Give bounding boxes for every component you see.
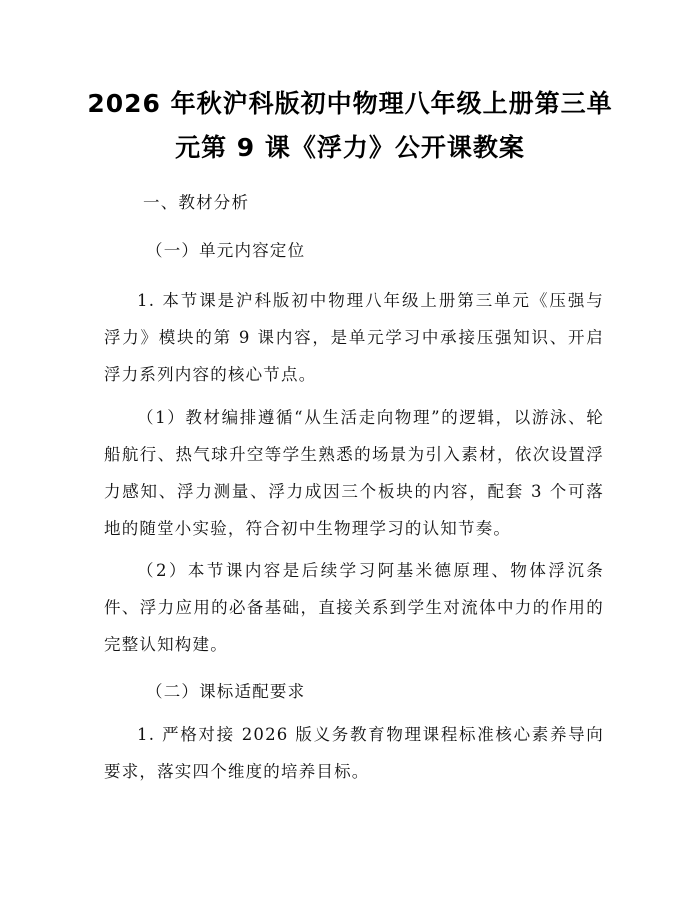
document-title-line-2: 元第 9 课《浮力》公开课教案: [175, 133, 525, 162]
section-heading-textbook-analysis: 一、教材分析: [143, 193, 250, 212]
paragraph-lesson-position: 1. 本节课是沪科版初中物理八年级上册第三单元《压强与浮力》模块的第 9 课内容，是单元学习中承接压强知识、开启浮力系列内容的核心节点。: [104, 291, 604, 384]
subsection-heading-curriculum-requirements: （二）课标适配要求: [146, 682, 306, 701]
document-title-line-1: 2026 年秋沪科版初中物理八年级上册第三单: [87, 89, 613, 118]
subsection-heading-unit-positioning: （一）单元内容定位: [146, 241, 306, 260]
paragraph-curriculum-alignment: 1. 严格对接 2026 版义务教育物理课程标准核心素养导向要求，落实四个维度的培养目标。: [104, 725, 604, 781]
paragraph-textbook-arrangement: （1）教材编排遵循“从生活走向物理”的逻辑，以游泳、轮船航行、热气球升空等学生熟悉的场景为引入素材，依次设置浮力感知、浮力测量、浮力成因三个板块的内容，配套 3 个可落地的随堂小实验，符合初中生物理学习的认知节奏。: [104, 408, 604, 538]
paragraph-foundation-role: （2）本节课内容是后续学习阿基米德原理、物体浮沉条件、浮力应用的必备基础，直接关系到学生对流体中力的作用的完整认知构建。: [104, 561, 604, 654]
